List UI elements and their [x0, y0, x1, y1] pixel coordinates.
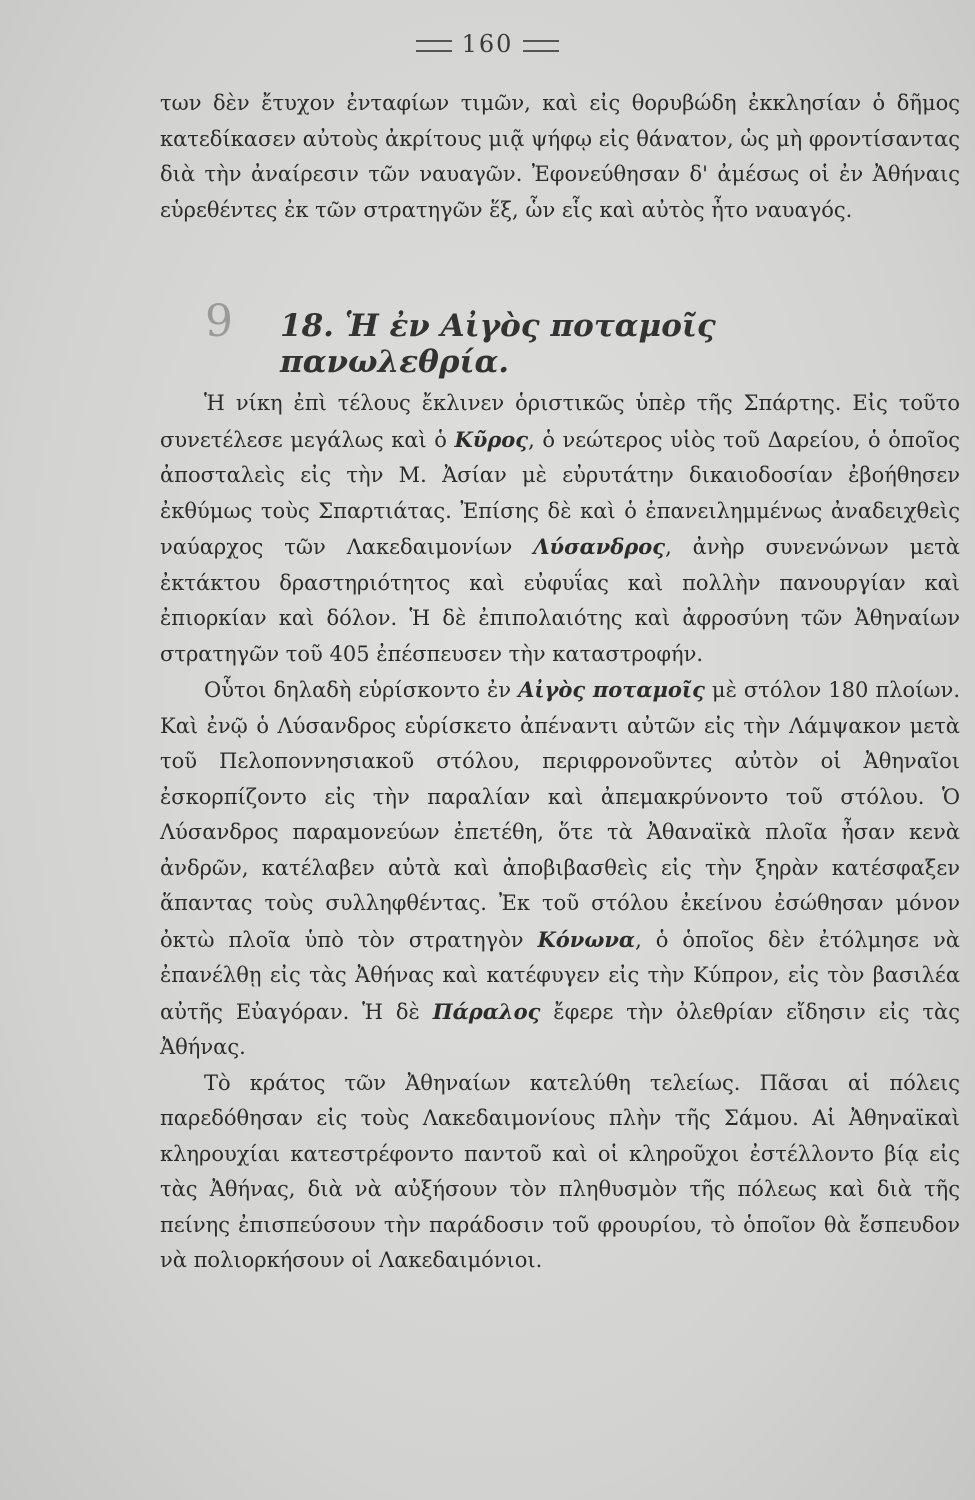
page-number-header	[0, 30, 975, 58]
paragraph-1	[160, 386, 960, 672]
paragraph-text: Ἡ νίκη ἐπὶ τέλους ἔκλινεν ὁριστικῶς ὑπὲρ τῆς Σπάρτης. Εἰς τοῦτο συνετέλεσε μεγάλως καὶ ὁ	[160, 391, 960, 452]
paragraph-text: ἔφερε τὴν ὀλεθρίαν εἴδησιν εἰς τὰς Ἀθήνας.	[160, 999, 960, 1059]
section-body	[160, 386, 960, 1279]
paragraph-3: Τὸ κράτος τῶν Ἀθηναίων κατελύθη τελείως. Πᾶσαι αἱ πόλεις παρεδόθησαν εἰς τοὺς Λακεδαιμονίους πλὴν τῆς Σάμου. Αἱ Ἀθηναϊκαὶ κληρουχίαι κατεστρέφοντο παντοῦ καὶ οἱ κληροῦχοι ἐστέλλοντο βίᾳ εἰς τὰς Ἀθήνας, διὰ νὰ αὐξήσουν τὸν πληθυσμὸν τῆς πόλεως καὶ διὰ τῆς πείνης ἐπισπεύσουν τὴν παράδοσιν τοῦ φρουρίου, τὸ ὁποῖον θὰ ἔσπευδον νὰ πολιορκήσουν οἱ Λακεδαιμόνιοι.	[160, 1070, 960, 1272]
paragraph-2	[160, 672, 960, 1066]
paragraph-text: μὲ στόλον 180 πλοίων. Καὶ ἐνῷ ὁ Λύσανδρος εὑρίσκετο ἀπέναντι αὐτῶν εἰς τὴν Λάμψακον μετὰ τοῦ Πελοποννησιακοῦ στόλου, περιφρονοῦντες αὐτὸν οἱ Ἀθηναῖοι ἐσκορπίζοντο εἰς τὴν παραλίαν καὶ ἀπεμακρύνοντο τοῦ στόλου. Ὁ Λύσανδρος παραμονεύων ἐπετέθη, ὅτε τὰ Ἀθαναϊκὰ πλοῖα ἦσαν κενὰ ἀνδρῶν, κατέλαβεν αὐτὰ καὶ ἀποβιβασθεὶς εἰς τὴν ξηρὰν κατέσφαξεν ἅπαντας τοὺς συλληφθέντας. Ἐκ τοῦ στόλου ἐκείνου ἐσώθησαν μόνον ὀκτὼ πλοῖα ὑπὸ τὸν στρατηγὸν	[160, 678, 960, 952]
emphasized-place: Αἰγὸς ποταμοῖς	[518, 677, 705, 702]
paragraph-text: , ὁ νεώτερος υἱὸς τοῦ Δαρείου, ὁ ὁποῖος ἀποσταλεὶς εἰς τὴν Μ. Ἀσίαν μὲ εὐρυτάτην δικαιοδοσίαν ἐβοήθησεν ἐκθύμως τοὺς Σπαρτιάτας. Ἐπίσης δὲ καὶ ὁ ἐπανειλημμένως ἀναδειχθεὶς ναύαρχος τῶν Λακεδαιμονίων	[160, 427, 960, 559]
emphasized-name: Πάραλος	[432, 998, 541, 1024]
section-number: 18.	[280, 308, 334, 344]
rule-right	[523, 40, 559, 52]
section-title: Ἡ ἐν Αἰγὸς ποταμοῖς πανωλεθρία.	[280, 308, 716, 380]
paragraph-text: Οὗτοι δηλαδὴ εὑρίσκοντο ἐν	[204, 678, 519, 702]
emphasized-name: Κόνωνα	[537, 926, 636, 952]
emphasized-name: Λύσανδρος	[533, 534, 666, 559]
emphasized-name: Κῦρος	[454, 426, 529, 452]
paragraph-text: , ὁ ὁποῖος δὲν ἐτόλμησε νὰ ἐπανέλθῃ εἰς τὰς Ἀθήνας καὶ κατέφυγεν εἰς τὴν Κύπρον, εἰς τὸν βασιλέα αὐτῆς Εὐαγόραν. Ἡ δὲ	[160, 927, 960, 1024]
carryover-paragraph: των δὲν ἔτυχον ἐνταφίων τιμῶν, καὶ εἰς θορυβώδη ἐκκλησίαν ὁ δῆμος κατεδίκασεν αὐτοὺς ἀκρίτους μιᾷ ψήφῳ εἰς θάνατον, ὡς μὴ φροντίσαντας διὰ τὴν ἀναίρεσιν τῶν ναυαγῶν. Ἐφονεύθησαν δ' ἀμέσως οἱ ἐν Ἀθήναις εὑρεθέντες ἐκ τῶν στρατηγῶν ἕξ, ὧν εἷς καὶ αὐτὸς ἦτο ναυαγός.	[160, 91, 961, 222]
section-heading	[280, 308, 940, 380]
rule-left	[416, 40, 452, 52]
page-number: 160	[461, 30, 514, 58]
handwritten-margin-note: 9	[205, 296, 233, 347]
paragraph-text: , ἀνὴρ συνενώνων μετὰ ἐκτάκτου δραστηριότητος καὶ εὐφυΐας καὶ πολλὴν πανουργίαν καὶ ἐπιορκίαν καὶ δόλον. Ἡ δὲ ἐπιπολαιότης καὶ ἀφροσύνη τῶν Ἀθηναίων στρατηγῶν τοῦ 405 ἐπέσπευσεν τὴν καταστροφήν.	[160, 535, 960, 666]
